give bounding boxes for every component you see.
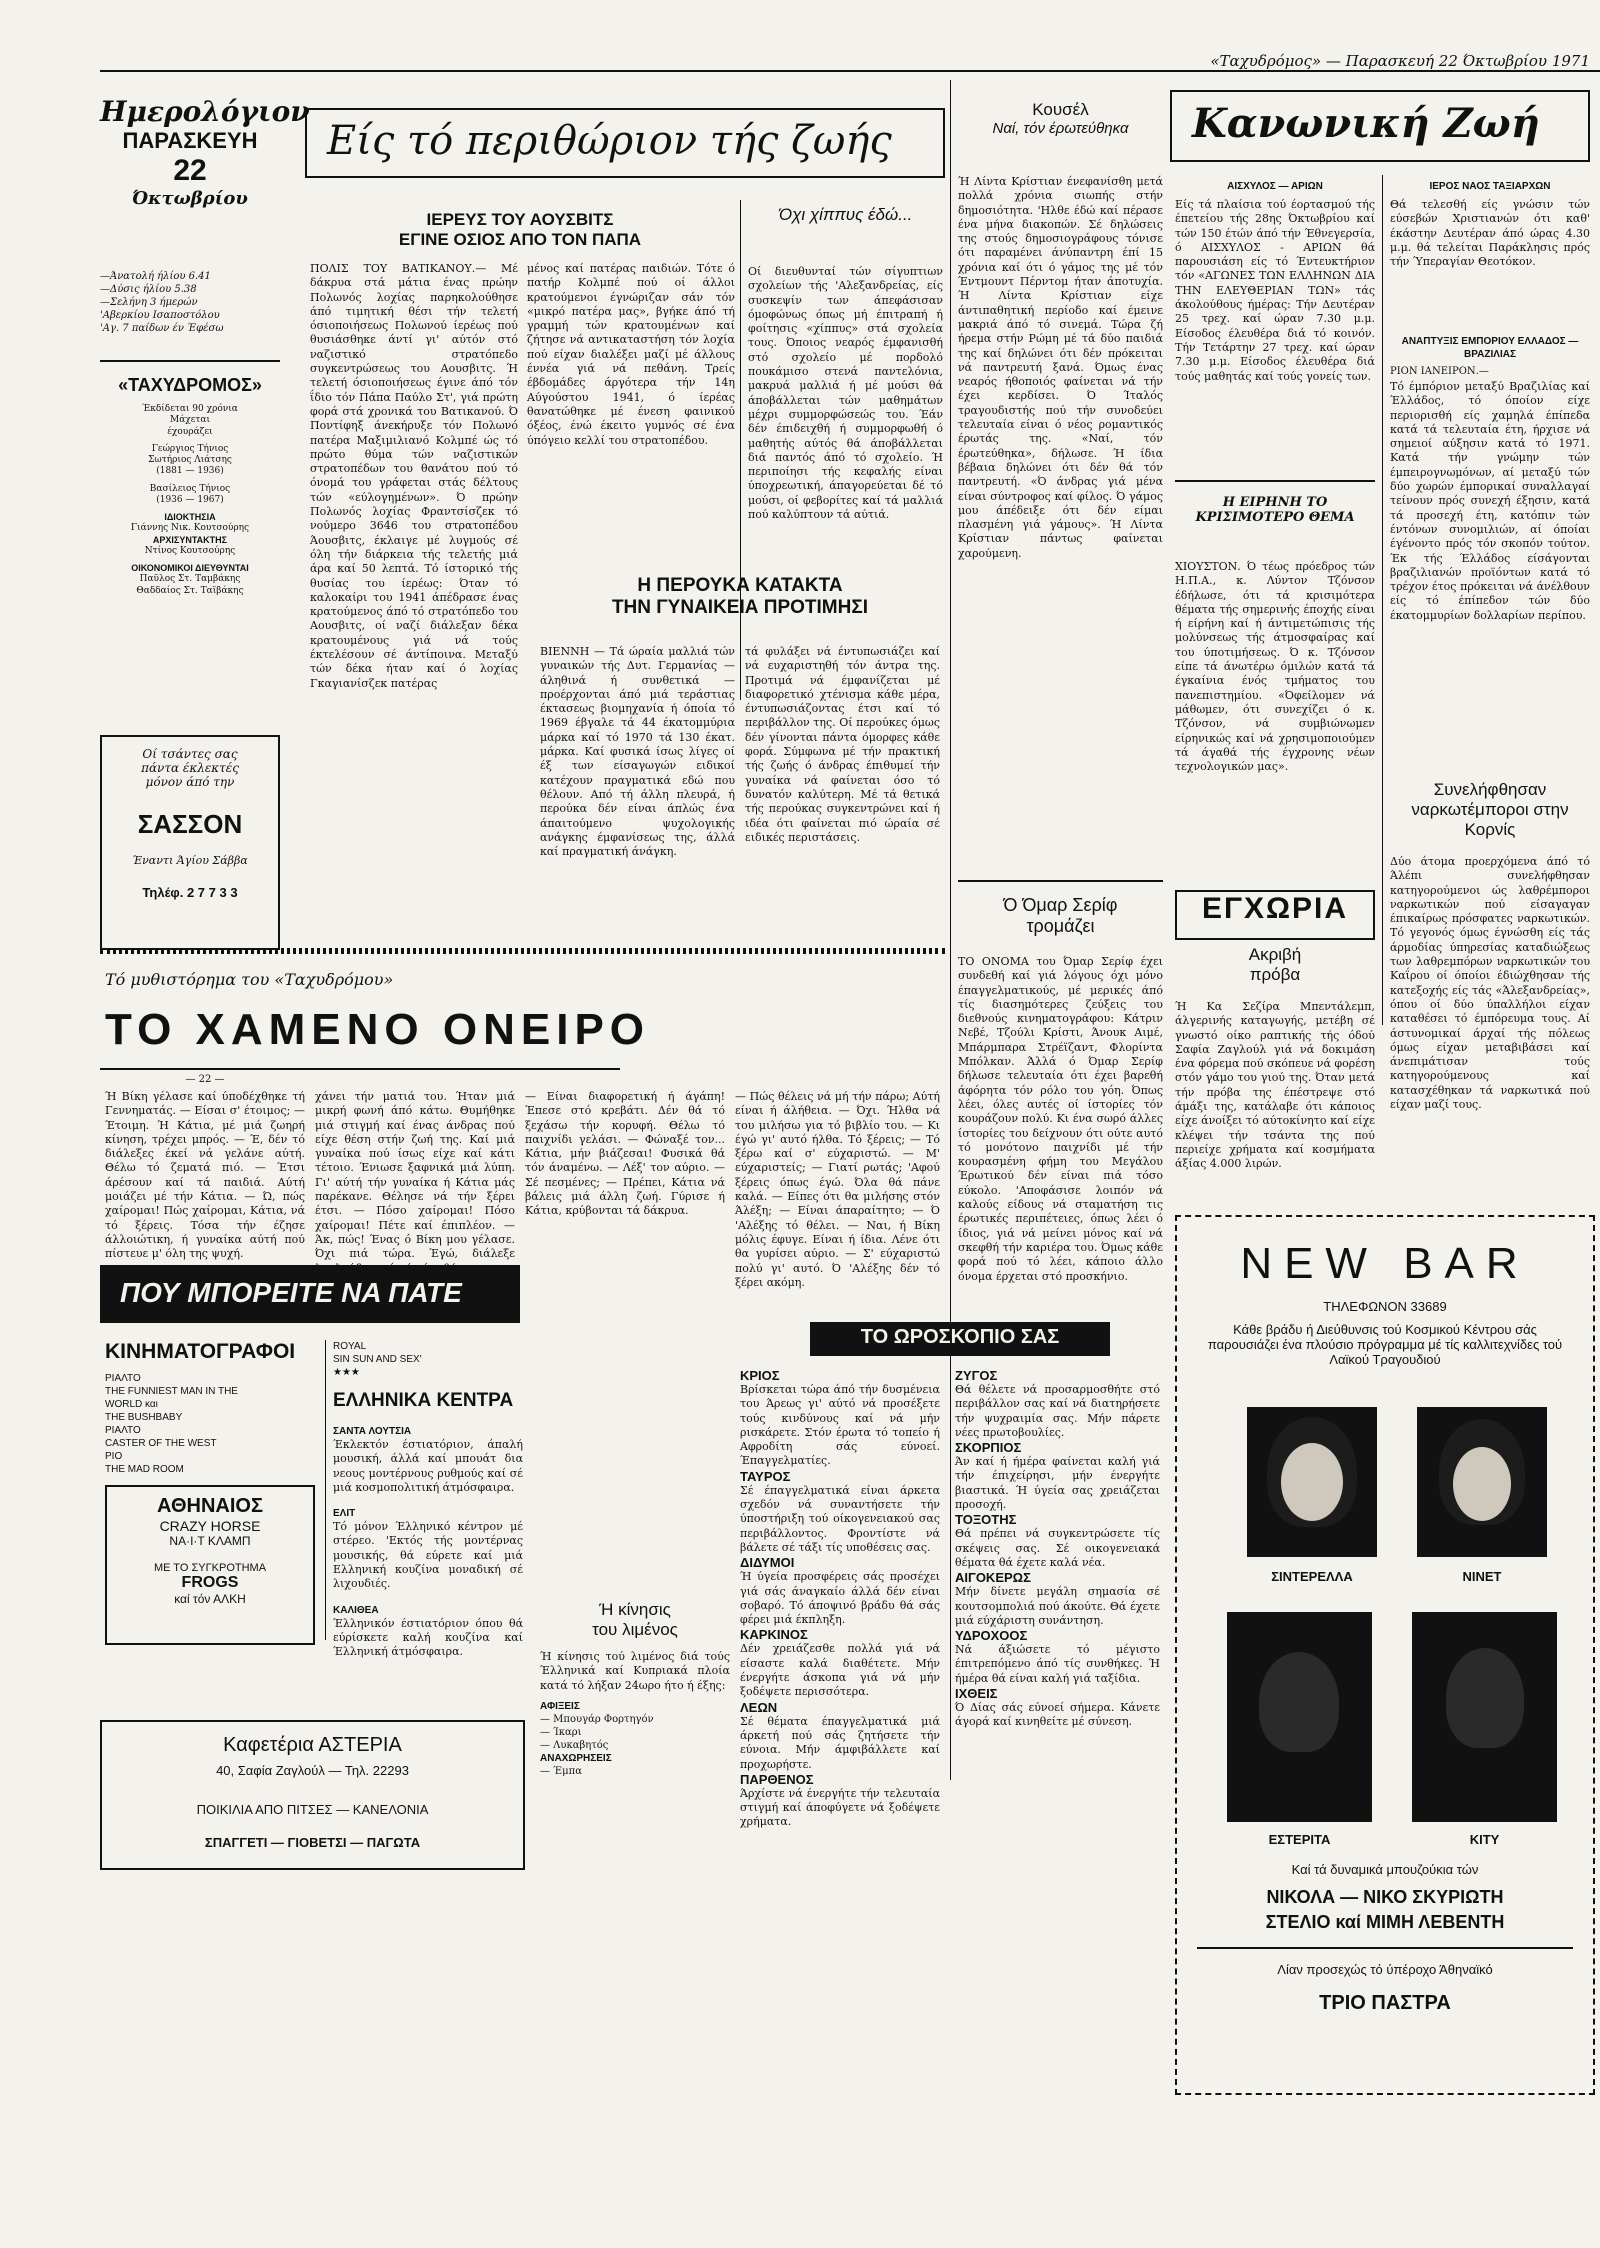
venue-name: ΚΑΛΙΘΕΑ — [333, 1604, 379, 1616]
ad-line: Οί τσάντες σας — [142, 747, 238, 761]
column-rule — [325, 1340, 326, 1640]
serial-episode: — 22 — — [185, 1074, 225, 1085]
omar-head — [958, 895, 1163, 937]
divider — [1197, 1947, 1573, 1949]
econ-title: ΑΝΑΠΤΥΞΙΣ ΕΜΠΟΡΙΟΥ ΕΛΛΑΔΟΣ — ΒΡΑΖΙΛΙΑΣ — [1401, 336, 1579, 360]
artist-name: ΣΙΝΤΕΡΕΛΛΑ — [1271, 1569, 1353, 1584]
column-rule — [740, 200, 741, 700]
pirouka-headline — [540, 575, 940, 619]
life-headline-2: ΕΓΙΝΕ ΟΣΙΟΣ ΑΠΟ ΤΟΝ ΠΑΠΑ — [398, 230, 642, 249]
paper-info-line: Σωτήριος Λιάτσης — [148, 455, 232, 465]
ychora-title: ΕΓΧΩΡΙΑ — [1201, 892, 1349, 925]
econ-sub: ΡΙΟΝ ΙΑΝΕΙΡΟΝ.— — [1390, 366, 1489, 377]
horo-sign: ΚΑΡΚΙΝΟΣ — [740, 1627, 808, 1643]
almanac-brand: Ημερολόγιον — [100, 95, 310, 128]
horo-text: Σέ θέματα έπαγγελματικά μιά άρκετή πού σάς ζητήσετε τήν εύνοια. Μήν άμφιβάλλετε καί προχωρήστε. — [740, 1714, 940, 1771]
newbar-singers-2: ΣΤΕΛΙΟ καί ΜΙΜΗ ΛΕΒΕΝΤΗ — [1265, 1912, 1505, 1932]
almanac-line: —Σελήνη 3 ήμερών — [100, 297, 198, 308]
kousel-head — [958, 100, 1163, 137]
pirouka-col-1: ΒΙΕΝΝΗ — Τά ώραία μαλλιά τών γυναικών τής Δυτ. Γερμανίας — άληθινά ή συνθετικά — προέρχονται άπό μιά τεράστιας έκτασεως βιομηχανία ή όποία τό 1969 έβγαλε τά 44 έκατομμύρια μάρκα καί τό 1970 τά 130 έκατ. μάρκα. Καί φυσικά ίσως λίγες οί έξ των είσαγωγών ειδικοί κατέχουν πραγματικά εδώ που θέλουν. Από τή άλλη πλευρά, ή περούκα δέν είναι άπλώς ένα άπαιτούμενο ψυχολογικής ανάγκης έμφανίσεως της, άλλά καί πραγματική άνάγκη. — [540, 645, 735, 859]
almanac-box — [100, 95, 310, 209]
paper-info-line: (1936 — 1967) — [156, 494, 224, 505]
horo-sign: ΛΕΩΝ — [740, 1699, 778, 1715]
aisxylos-title: ΑΙΣΧΥΛΟΣ — ΑΡΙΩΝ — [1227, 181, 1323, 192]
horo-text: Άρχίστε νά ένεργήτε τήν τελευταία στιγμή καί άποφύγετε νά ξοδέψετε χρήματα. — [740, 1786, 940, 1829]
royal-list — [333, 1340, 523, 1379]
ychora-banner — [1175, 890, 1375, 940]
newbar-desc: Κάθε βράδυ ή Διεύθυνσις τού Κοσμικού Κέντρου σάς παρουσιάζει ένα πλούσιο πρόγραμμα μέ τίς καλλιτεχνίδες τού Λαϊκού Τραγουδιού — [1207, 1322, 1563, 1367]
horo-text: Θά θέλετε νά προσαρμοσθήτε στό περιβάλλον σας καί νά διατηρήσετε τήν ψυχραιμία σας. Μήν πάρετε νέες πρωτοβουλίες. — [955, 1383, 1160, 1439]
port-head — [540, 1600, 730, 1640]
ychora-subheadline: πρόβα — [1249, 965, 1301, 984]
almanac-date: 22 — [173, 154, 207, 187]
paper-info-line: ΑΡΧΙΣΥΝΤΑΚΤΗΣ — [152, 534, 228, 545]
horo-sign: ΔΙΔΥΜΟΙ — [740, 1555, 795, 1571]
header-rule — [100, 70, 1600, 72]
horo-text: Ή ύγεία προσφέρεις σάς προσέχει γιά σάς άναγκαίο άλλά δέν είναι σοβαρό. Τό άποψινό βράδυ θά σάς φέρει μιά έκπληξη. — [740, 1570, 940, 1627]
page-header: «Ταχυδρόμος» — Παρασκευή 22 Όκτωβρίου 1971 — [1210, 52, 1590, 70]
horo-sign: ΤΑΥΡΟΣ — [740, 1468, 791, 1484]
church-text: Θά τελεσθή είς γνώσιν τών εύσεβών Χριστιανών ότι καθ' έκάστην Δευτέραν άπό ώρας 4.30 μ.μ. θά τελείται Παράκλησις πρός τήν Ύπεραγίαν Θεοτόκον. — [1390, 198, 1590, 269]
port-subtitle: του λιμένος — [592, 1620, 678, 1639]
cinema-item: ΡΙΟ — [105, 1451, 123, 1462]
horo-sign: ΣΚΟΡΠΙΟΣ — [955, 1440, 1022, 1456]
almanac-line: —Δύσις ήλίου 5.38 — [100, 284, 197, 295]
kanoniki-banner — [1170, 90, 1590, 162]
horo-text: Σέ έπαγγελματικά είναι άρκετα σχεδόν νά συναντήσετε τήν ύποστήριξη τού οίκογενειακού σας περιβάλλοντος. Φροντίστε νά βάλετε σέ τάξι τίς υποθέσεις σας. — [740, 1483, 940, 1554]
horo-sign: ΖΥΓΟΣ — [955, 1368, 998, 1383]
artist-photo — [1227, 1612, 1372, 1822]
kousel-subtitle: Ναί, τόν έρωτεύθηκα — [992, 120, 1129, 137]
athenaios-with: ΜΕ ΤΟ ΣΥΓΚΡΟΤΗΜΑ — [153, 1562, 267, 1574]
serial-title: ΤΟ ΧΑΜΕΝΟ ΟΝΕΙΡΟ — [105, 1005, 651, 1054]
serial-col-4: — Πώς θέλεις νά μή τήν πάρω; Αύτή είναι ή άλήθεια. — Όχι. Ήλθα νά του μιλήσω για τό βιβλίο του. — Κι έγώ γι' αυτό ήλθα. Τό ξέρεις; — Τό ξέρω καί σ' εύχαριστώ. — Μ' εύχαριστείς; — Γιατί ρωτάς; 'Αφού ξέρεις όπως έγώ. Όλα θά πάνε καλά. — Είπες ότι θα μιλήσης στόν Άλέξη; — Είναι άπαραίτητο; — Ό 'Αλέξης τό θέλει. — Ναι, ή Βίκη μόλις έφυγε. Είναι ή ίδια. Λένε ότι θα γυρίσει αύριο. — Σ' εύχαριστώ πολύ γι' αυτό. Ό 'Αλέξης δέν τό ξέρει ακόμη. — [735, 1090, 940, 1289]
kousel-title: Κουσέλ — [1032, 100, 1089, 119]
life-col-2: μένος καί πατέρας παιδιών. Τότε ό πατήρ Κολμπέ πού οί άλλοι κρατούμενοι έγνώριζαν σάν τόν «μικρό πατέρα μας», βγήκε άπό τή γραμμή τών κρατουμένων καί ζήτησε νά αντικαταστήση τόν λοχία πού είχαν διαλέξει μαζί μέ άλλους έννέα γιά νά πεθάνη. Τρείς έβδομάδες άργότερα τήν 14η Αύγούστου 1941, ό ίερέας θανατώθηκε μέ ένεση φαινικού όξέος, ένώ έκειτο γυμνός σέ ένα ύπόγειο κελλί του στρατοπέδου. — [527, 262, 735, 447]
column-rule — [1382, 175, 1383, 1025]
pirouka-h1: Η ΠΕΡΟΥΚΑ ΚΑΤΑΚΤΑ — [637, 575, 843, 596]
serial-col-1: Ή Βίκη γέλασε καί ύποδέχθηκε τή Γεννηματάς. — Είσαι σ' έτοιμος; — Έτοιμη. Ή Κάτια, μέ μιά ζωηρή κίνηση, τρέχει μπρός. — Έ, δέν τό διάλεξες έκεί νά γελάνε αύτή. Θέλω τό ζεματά πιό. — Έτσι άρέσουν καί τά παιδιά. Αύτή μοιάζει μέ τήν Κάτια. — Ώ, πώς χαίρομαι! Πώς χαίρομαι, Κάτια, νά τό ξέρεις. Τόσα τήν έζησε άλλοιώτικη, ή γυναίκα αύτή πού πίστευε μ' όλη της ψυχή. — [105, 1090, 305, 1261]
arrest-title: Συνελήφθησαν ναρκωτέμποροι στην Κορνίς — [1411, 780, 1569, 839]
port-list — [540, 1700, 730, 1778]
serial-border — [100, 948, 945, 954]
paper-info-list — [100, 404, 280, 597]
almanac-line: —Άνατολή ήλίου 6.41 — [100, 271, 211, 282]
asteria-name: Καφετέρια ΑΣΤΕΡΙΑ — [223, 1734, 402, 1756]
omar-subtitle: τρομάζει — [1026, 916, 1095, 936]
horo-sign: ΠΑΡΘΕΝΟΣ — [740, 1771, 814, 1787]
newbar-trio: ΤΡΙΟ ΠΑΣΤΡΑ — [1319, 1992, 1451, 2014]
newbar-ad — [1175, 1215, 1595, 2095]
church-title: ΙΕΡΟΣ ΝΑΟΣ ΤΑΞΙΑΡΧΩΝ — [1429, 181, 1551, 192]
ad-brand: ΣΑΣΣΟΝ — [137, 809, 243, 839]
pirouka-col-2: τά φυλάξει νά έντυπωσιάζει καί νά ευχαριστηθή τόν άντρα της. Προτιμά νά έμφανίζεται μέ διαφορετικό χτένισμα κάθε μέρα, έντυπωσιάζοντας έτσι καί τό περιβάλλον της. Οί περούκες όμως δέν γίνονται πάντα όμορφες κάθε φορά. Σύμφωνα μέ τήν πρακτική τής ζωής ό άνδρας έπιθυμεί τήν γυναίκα νά φαίνεται όσο τό δυνατόν καλύτερη. Μέ τά θετικά τής περούκας συγκεντρώνει καί ή ιδέα ότι φαίνεται πιό ώραία σέ ειδικές περιστάσεις. — [745, 645, 940, 844]
arrest-text: Δύο άτομα προερχόμενα άπό τό Άλέπι συνελήφθησαν κατηγορούμενοι ώς λαθρέμποροι ναρκωτικών πού είσαγαγαν έπικαίρως πρόσφατες ναρκωτικών. Τό γεγονός όμως έγνώσθη είς τάς άρμοδίας ύπηρεσίας καταδιώξεως των λαθρεμπόρων ναρκωτικών του Καΐρου οί όποίοι έδιώχθησαν τής κατεξοχής είς τάς «Άλεξανδρείας», όπου οί δύο ύπαλλήλοι είχαν καταθέσει τό έμπόρευμα τους. Αί άστυνομικαί άρχαί τής πόλεως όμως είχαν μεταβιβάσει καί άνεπιμάτισαν τούς κατηγορούμενους καί κατασχέθηκαν τά ναρκωτικά πού είχαν μαζί τους. — [1390, 855, 1590, 1112]
paper-info-line: Παῦλος Στ. Ταμβάκης — [139, 574, 241, 585]
asteria-ad — [100, 1720, 525, 1870]
artist-photo — [1412, 1612, 1557, 1822]
divider — [1175, 480, 1375, 482]
side-title: Όχι χίππυς έδώ... — [778, 205, 913, 224]
artist-name: ΕΣΤΕΡΙΤΑ — [1268, 1832, 1331, 1847]
venue-desc: Έλληνικόν έστιατόριον όπου θά εύρίσκετε καλή κουζίνα καί Έλληνική άτμόσφαιρα. — [333, 1616, 523, 1659]
port-item: — Λυκαβητός — [540, 1740, 609, 1751]
life-banner — [305, 108, 945, 178]
newbar-with: Καί τά δυναμικά μπουζούκια τών — [1291, 1862, 1479, 1877]
venue-name: ΣΑΝΤΑ ΛΟΥΤΣΙΑ — [333, 1426, 412, 1437]
royal-line: ROYAL — [333, 1341, 367, 1352]
newbar-singers-1: ΝΙΚΟΛΑ — ΝΙΚΟ ΣΚΥΡΙΩΤΗ — [1266, 1887, 1504, 1907]
port-title: Ή κίνησις — [599, 1600, 671, 1619]
horo-text: Δέν χρειάζεσθε πολλά γιά νά είσαστε καλά διαθέτετε. Μήν ένεργήτε άσκοπα γιά νά μήν ξοδέψετε περισσότερα. — [740, 1642, 940, 1699]
cinema-item: THE MAD ROOM — [105, 1464, 184, 1475]
artist-name: ΝΙΝΕΤ — [1462, 1569, 1502, 1584]
horo-sign: ΤΟΞΟΤΗΣ — [955, 1512, 1017, 1528]
horo-sign: ΥΔΡΟΧΟΟΣ — [955, 1628, 1028, 1644]
omar-text: ΤΟ ΟΝΟΜΑ του Όμαρ Σερίφ έχει συνδεθή καί γιά λόγους όχι μόνο έπαγγελματικούς, μέ μερικές άπό τίς διασημότερες ζεύξεις του διεθνούς κινηματογράφου: Κάτριν Νεβέ, Τζούλι Κρίστι, Άνουκ Αιμέ, Μπάρμπαρα Στρέϊζαντ, Φλορίντα Μπόλκαν. Άλλά ό Όμαρ Σερίφ δήλωσε τελευταία ότι έχει βαρεθή άφόρητα τόν ρόλο του γόη. Όπως λέει, όλες αυτές οί ίστορίες τόν κουράζουν πολύ. Κι ένα σωρό άλλες ίστορίες του δείχνουν ότι ούτε αυτό τό μονότονο παιχνίδι μέ τήν κουρασμένη φήμη του Μεγάλου Έρωτικού δέν είναι πιά τόσο εύκολο. 'Αποφάσισε λοιπόν νά καλούς είδους νά σταματήση τις έρωτικές περιπέτειες, όπως λέει ό ίδιος, γιά νά μείνει μόνος καί νά σκεφθή τήν καριέρα του. Όμως κάθε φορά πού τό λέει, κάποιο άλλο όνομα έρχεται στό προσκήνιο. — [958, 955, 1163, 1283]
horo-banner — [810, 1322, 1110, 1356]
port-item: — Έμπα — [540, 1766, 583, 1777]
horo-text: Θά πρέπει νά συγκεντρώσετε τίς σκέψεις σας. Σέ οικογενειακά θέματα θά έχετε καλά νέα. — [955, 1527, 1160, 1569]
kentra-title: ΕΛΛΗΝΙΚΑ ΚΕΝΤΡΑ — [333, 1390, 514, 1411]
artist-name: ΚΙΤΥ — [1469, 1832, 1500, 1847]
cinema-item: ΡΙΑΛΤΟ — [105, 1425, 141, 1436]
horo-sign: ΑΙΓΟΚΕΡΩΣ — [955, 1570, 1031, 1586]
cinema-list — [105, 1372, 315, 1476]
omar-title: Ό Όμαρ Σερίφ — [1003, 895, 1118, 915]
paper-info-line: Γεώργιος Τήνιος — [151, 443, 229, 454]
ychora-text: Ή Κα Σεζίρα Μπεντάλεμπ, άλγερινής καταγωγής, μετέβη σέ γνωστό οίκο ραπτικής τής όδού Σαφία Ζαγλούλ γιά νά δοκιμάση ένα φόρεμα πού σκόπευε νά φορέση στόν γάμο του γιού της. Όταν μετά τήν πρόβα της έπέστρεψε στό άμάξι της, κατάλαβε ότι κάποιος είχε άνοίξει τό αύτοκίνητο καί είχε κλέψει τήν τσάντα της πού περιείχε χρήματα καί κοσμήματα άξίας 4.000 λιρών. — [1175, 1000, 1375, 1171]
paper-info-line: (1881 — 1936) — [156, 466, 224, 477]
ychora-head — [1175, 945, 1375, 985]
artist-photo — [1247, 1407, 1377, 1557]
serial-col-2: χάνει τήν ματιά του. Ήταν μιά μικρή φωνή άπό κάτω. Θυμήθηκε μιά στιγμή καί ένας άνδρας πού είχε θέση στήν ζωή της. Καί μιά γυναίκα πού ίσως είχε καί κάτι τέτοιο. Ένιωσε ξαφνικά μιά λύπη. Γι' αύτή τήν γυναίκα ή Κάτια μάς παρέκανε. Θέλησε νά τήν ξέρει έτσι. — Πόσο χαίρομαι! Πόσο χαίρομαι! Πέτε καί έπιπλέον. — Άκ, πώς! Ένας ό Βίκη μου γέλασε. Όχι πιά τώρα. Έγώ, διάλεξε — [315, 1090, 515, 1261]
paper-info-line: έχουράζει — [167, 426, 213, 437]
almanac-line: 'Αγ. 7 παίδων έν Έφέσω — [100, 323, 224, 334]
ad-address: Έναντι Άγίου Σάββα — [132, 854, 248, 867]
artist-photo — [1417, 1407, 1547, 1557]
asteria-line-2: ΣΠΑΓΓΕΤΙ — ΓΙΟΒΕΤΣΙ — ΠΑΓΩΤΑ — [204, 1835, 421, 1850]
almanac-line: 'Αβερκίου Ισαποστόλου — [100, 310, 220, 321]
ychora-headline: Ακριβή — [1248, 945, 1302, 964]
asteria-address: 40, Σαφία Ζαγλούλ — Τηλ. 22293 — [216, 1763, 409, 1778]
horo-text: Ό Δίας σάς εύνοεί σήμερα. Κάνετε άγορά καί κινηθείτε μέ σύνεση. — [955, 1701, 1160, 1729]
paper-info-line: Βασίλειος Τήνιος — [149, 483, 231, 494]
newbar-footer: Λίαν προσεχώς τό ύπέροχο Άθηναϊκό — [1277, 1962, 1493, 1977]
cinema-item: CASTER OF THE WEST — [105, 1438, 217, 1449]
royal-rating: ★★★ — [333, 1367, 360, 1378]
cinema-item: ΡΙΑΛΤΟ — [105, 1373, 141, 1384]
port-item: — Ίκαρι — [540, 1727, 582, 1738]
kousel-text: Ή Λίντα Κρίστιαν ένεφανίσθη μετά πολλά χρόνια σιωπής στήν δημοσιότητα. 'Ηλθε έδώ καί πέρασε ένα μήνα διακοπών. Σέ δηλώσεις της στούς δημοσιογράφους τόνισε ότι παραμένει άνύπαντρη έπί 15 χρόνια καί ότι ό γάμος της μέ τόν Έντμουντ Πέρντομ ήταν άποτυχία. Ή Λίντα Κρίστιαν είχε άντιπαθητική περίοδο καί έμεινε μακριά άπό τό σινεμά. Τώρα ζή ήρεμα στήν Ρώμη μέ τά δύο παιδιά της καί δηλώνει ότι δέν πρόκειται νά παντρευτή ξανά. Όμως ένας νεαρός ήθοποιός φαίνεται νά τήν έχει κερδίσει. Ό Ίταλός τραγουδιστής πού τήν συνοδεύει τελευταία είναι ό νέος ρομαντικός έρωτάς της. «Ναί, τόν έρωτεύθηκα», δήλωσε. Ή ίδια βέβαια δηλώνει ότι δέν θά τόν παντρευτή. «Ό άνδρας γιά μένα είναι σύντροφος καί φίλος. Ό γάμος μου άπέδειξε ότι δέν είμαι πλασμένη γιά γάμους». Ή Λίντα Κρίστιαν πάντως φαίνεται χαρούμενη. — [958, 175, 1163, 560]
ad-line: μόνον άπό την — [145, 775, 235, 789]
paper-info-line: Θαδδαίος Στ. Ταϊβάκης — [136, 585, 244, 596]
horo-sign: ΚΡΙΟΣ — [740, 1368, 780, 1383]
paper-info-line: Μάχεται — [170, 415, 210, 426]
paper-info-line: ΟΙΚΟΝΟΜΙΚΟΙ ΔΙΕΥΘΥΝΤΑΙ — [131, 563, 249, 573]
horo-text: Άν καί ή ήμέρα φαίνεται καλή γιά τήν έπιχείρησι, μήν ένεργήτε βιαστικά. Ή ύγεία σας χρειάζεται προσοχή. — [955, 1455, 1160, 1512]
horo-right — [955, 1368, 1160, 1730]
paper-info-line: Έκδίδεται 90 χρόνια — [142, 404, 238, 414]
horo-text: Βρίσκεται τώρα άπό τήν δυσμένεια του Άρεως γι' αύτό νά προσέξετε τούς κινδύνους καί νά μήν ρισκάρετε. Στόν έρωτα τό τοπείο ή Αφροδίτη σάς εύνοεί. Έπαγγελματίες. — [740, 1383, 940, 1468]
athenaios-ad — [105, 1485, 315, 1645]
port-text: Ή κίνησις τού λιμένος διά τούς Έλληνικά καί Κυπριακά πλοία κατά τό λήξαν 24ωρο ήτο ή έξης: — [540, 1650, 730, 1692]
asteria-line-1: ΠΟΙΚΙΛΙΑ ΑΠΟ ΠΙΤΣΕΣ — ΚΑΝΕΛΟΝΙΑ — [196, 1802, 429, 1817]
horo-text: Μήν δίνετε μεγάλη σημασία σέ κουτσομπολιά πού άκούτε. Θά έχετε μιά εύχάριστη συνάντηση. — [955, 1585, 1160, 1627]
life-col-1: ΠΟΛΙΣ ΤΟΥ ΒΑΤΙΚΑΝΟΥ.— Μέ δάκρυα στά μάτια ένας πρώην Πολωνός λοχίας παρηκολούθησε άπό τιμητική θέσι τήν τελετή όσιοποιήσεως Πολωνού ίερέως πού θυσιάσθηκε άντί γι' αύτόν στό ναζιστικό στρατόπεδο συγκεντρώσεως του Αουσβιτς. Ή τελετή όσιοποιήσεως έγινε άπό τόν ΐδιο τόν Πάπα Παύλο Στ', γιά πρώτη φορά στά χρονικά του Βατικανού. Ό Ποντίφηξ άνεκήρυξε τόν Πολωνό πατέρα Μαξιμιλιανό Κολμπέ ώς τό πρώτο θύμα τών ναζιστικών στρατοπέδων του θανάτου πού τό όνομά του γράφεται στάς δέλτους τών «εύλογημένων». Ό πρώην Πολωνός λοχίας Φραντσίσζεκ τό νούμερο 3646 του στρατοπέδου Άουσβιτς, έκλαιγε μέ λυγμούς σέ όλη τήν διάρκεια τής τελετής μιά άρα καί 50 λεπτά. Τό ίστορικό τής θυσίας του ίερέως: Όταν τό καλοκαίρι του 1941 άπέδρασε ένας κρατούμενος άπό τό στρατόπεδο του Αουσβιτς, οί ναζί διάλεξαν δέκα κρατουμένους γιά νά τούς έκτελέσουν σέ άντίποινα. Μεταξύ τών δέκα ήταν καί ό λοχίας Γκαγιανίσζεκ πατέρας — [310, 262, 518, 690]
pirouka-h2: ΤΗΝ ΓΥΝΑΙΚΕΙΑ ΠΡΟΤΙΜΗΣΙ — [611, 597, 869, 618]
horo-text: Νά άξιώσετε τό μέγιστο έπιτρεπόμενο άπό τίς συνθήκες. Ή ήμέρα θά είναι καλή γιά ταξίδια. — [955, 1643, 1160, 1685]
horo-left — [740, 1368, 940, 1830]
venue-list — [333, 1425, 523, 1660]
econ-text: Τό έμπόριον μεταξύ Βραζιλίας καί Έλλάδος, τό όποίον είχε περιορισθή είς χαμηλά έπίπεδα κατά τά τελευταία έτη, ήρχισε νά σημειοί αύξησιν κατά τό 1971. Κατά τήν γνώμην τών έμπειρογνωμόνων, αί μεταξύ τών δύο χωρών έμπορικαί συναλλαγαί τείνουν πρός συνεχή έξησιν, κατά τά προσεχή έτη, κατόπιν τών έντόνων συνομιλιών, αί όποίαι έγένοντο πρός τόν σκοπόν τούτον. Έκ τής Έλλάδος είσάγονται βραζιλιανών προϊόντων κατά τό τρέχον έτος πρόκειται νά άνέλθουν είς τό έπίπεδον τών δύο έκατομμυρίων δολλαρίων περίπου. — [1390, 380, 1590, 622]
ad-phone: Τηλέφ. 2 7 7 3 3 — [142, 885, 238, 900]
athenaios-group: FROGS — [181, 1574, 239, 1591]
almanac-month: Όκτωβρίου — [132, 188, 248, 209]
divider — [958, 880, 1163, 882]
athenaios-club: ΝΑ·Ι·Τ ΚΛΑΜΠ — [169, 1534, 251, 1548]
peace-title: Η ΕΙΡΗΝΗ ΤΟ ΚΡΙΣΙΜΟΤΕΡΟ ΘΕΜΑ — [1195, 495, 1355, 525]
almanac-day: ΠΑΡΑΣΚΕΥΗ — [122, 128, 258, 153]
horo-banner-title: ΤΟ ΩΡΟΣΚΟΠΙΟ ΣΑΣ — [860, 1326, 1060, 1348]
aisxylos-text: Είς τά πλαίσια τού έορτασμού τής έπετείου τής 28ης Όκτωβρίου καί τών 150 έτών άπό τήν Έθνεγερσία, ό ΑΙΣΧΥΛΟΣ - ΑΡΙΩΝ θά παρουσιάση είς τό Έντευκτήριον τόν «ΑΓΩΝΕΣ ΤΩΝ ΕΛΛΗΝΩΝ ΔΙΑ ΤΗΝ ΕΛΕΥΘΕΡΙΑΝ ΤΩΝ» τάς άκολούθους ήμέρας: Τήν Δευτέραν 25 τρεχ. καί ώραν 7.30 μ.μ. Είσοδος έλευθέρα διά τό κοινόν. Τήν Τετάρτην 27 τρεχ. καί ώραν 7.30 μ.μ. Είσοδος έλευθέρα διά τούς μαθητάς καί τούς γονείς των. — [1175, 198, 1375, 383]
cinema-item: THE BUSHBABY — [105, 1412, 183, 1423]
paper-info-box — [100, 375, 280, 597]
cinema-title: ΚΙΝΗΜΑΤΟΓΡΑΦΟΙ — [105, 1340, 296, 1363]
port-item: — Μπουγάρ Φορτηγόν — [540, 1714, 654, 1725]
venue-desc: Έκλεκτόν έστιατόριον, άπαλή μουσική, άλλά καί μπουάτ δια νεους μοντέρνους ρυθμούς καί σέ μιά κοσμοπολιτική άτμόσφαιρα. — [333, 1438, 523, 1494]
pou-banner-title: ΠΟΥ ΜΠΟΡΕΙΤΕ ΝΑ ΠΑΤΕ — [120, 1277, 462, 1308]
almanac-list — [100, 270, 280, 335]
port-departures-label: ΑΝΑΧΩΡΗΣΕΙΣ — [540, 1753, 612, 1764]
divider — [100, 1068, 620, 1070]
side-story — [748, 205, 943, 225]
port-arrivals-label: ΑΦΙΞΕΙΣ — [540, 1701, 580, 1712]
paper-info-line: Ντίνος Κουτσούρης — [144, 545, 236, 556]
pou-banner — [100, 1265, 520, 1323]
paper-info-line: Γιάννης Νικ. Κουτσούρης — [130, 523, 250, 534]
royal-line: SIN SUN AND SEX' — [333, 1354, 422, 1365]
athenaios-and: καί τόν ΑΛΚΗ — [174, 1592, 246, 1606]
peace-text: ΧΙΟΥΣΤΟΝ. Ό τέως πρόεδρος τών Η.Π.Α., κ. Λύντον Τζόνσον έδήλωσε, ότι τά κρισιμότερα θέματα τής σημερινής έποχής είναι ή είρήνη καί ή άντιμετώπισις τής μολύνσεως τής άτμοσφαίρας καί του ύποτιμήσεως. Ό κ. Τζόνσον είπε τά άνωτέρω όμιλών κατά τά έγκαίνια ένός τμήματος του πανεπιστημίου. «Όφείλομεν νά μάθωμεν, ότι συνεχίζει ό κ. Τζόνσον, νά συμβιώνωμεν είρηνικώς καί νά χρησιμοποιούμεν τά άγαθά τής έγχρονης νέων τεχνολογικών μας». — [1175, 560, 1375, 774]
cinema-item: THE FUNNIEST MAN IN THE — [105, 1386, 238, 1397]
athenaios-title: ΑΘΗΝΑΙΟΣ — [157, 1495, 263, 1517]
life-headline — [310, 210, 730, 250]
side-text: Οί διευθυνταί τών σίγυπτιων σχολείων τής 'Αλεξανδρείας, είς συσκεψίν των άπεφάσισαν όμοφώνως όπως μή έπιτραπή ή φοίτησις «χίππυς» στά σχολεία τους. Όποιος νεαρός έμφανισθή στό σχολείο μέ πορδολό πουκάμισο στενά παντελόνια, μακρυά μαλλιά ή μέ μούσι θά άποβάλλεται τών μαθημάτων μέχρι συμμορφώσεώς του. Έάν δέν έπιδειχθή ή συμμορφωθή ό μαθητής αύτός θά άποβάλλεται διά παντός άπό τό σχολείο. Ή περιποίησι τής κεφαλής είναι ύποχρεωτική, άπαγορεύεται δέ τό μούσι, οί φεβορίτες καί τά μαλλιά πού καλύπτουν τά αύτιά. — [748, 265, 943, 522]
venue-desc: Τό μόνον Έλληνικό κέντρον μέ στέρεο. 'Εκτός τής μοντέρνας μουσικής, θά εύρετε καί μιά Ελληνική κουζίνα μοναδική σέ λιχουδιές. — [333, 1520, 523, 1591]
paper-info-line: ΙΔΙΟΚΤΗΣΙΑ — [164, 512, 216, 522]
life-banner-title: Είς τό περιθώριον τής ζωής — [327, 118, 892, 164]
life-headline-1: ΙΕΡΕΥΣ ΤΟΥ ΑΟΥΣΒΙΤΣ — [426, 210, 614, 229]
serial-intro: Τό μυθιστόρημα του «Ταχυδρόμου» — [105, 970, 394, 989]
serial-col-3: — Είναι διαφορετική ή άγάπη! Έπεσε στό κρεβάτι. Δέν θά τό ξεχάσω τήν κορυφή. Θέλω τό παιχνίδι γελάσι. — Φώναξέ τον... Κάτια, μήν βιάζεσαι! Φυσικά θά τόν άναμένω. — Λέξ' τον αύριο. — Σέ πεσμένες; — Πρέπει, Κάτια νά βάλεις μιά άλλη ζωή. Γύρισε ή Κάτια, κρύβονται τά δάκρυα. — [525, 1090, 725, 1218]
horo-sign: ΙΧΘΕΙΣ — [955, 1686, 998, 1702]
paper-name: «ΤΑΧΥΔΡΟΜΟΣ» — [118, 375, 262, 395]
divider — [100, 360, 280, 362]
athenaios-show: CRAZY HORSE — [159, 1518, 261, 1534]
cinema-item: WORLD και — [105, 1399, 158, 1410]
column-rule — [950, 80, 951, 1780]
sasson-ad — [100, 735, 280, 950]
venue-name: ΕΛΙΤ — [333, 1508, 356, 1520]
newbar-phone: ΤΗΛΕΦΩΝΟΝ 33689 — [1323, 1299, 1447, 1314]
kanoniki-banner-title: Κανωνική Ζωή — [1192, 100, 1540, 147]
newbar-title: NEW BAR — [1240, 1239, 1530, 1288]
ad-line: πάντα έκλεκτές — [141, 761, 239, 775]
